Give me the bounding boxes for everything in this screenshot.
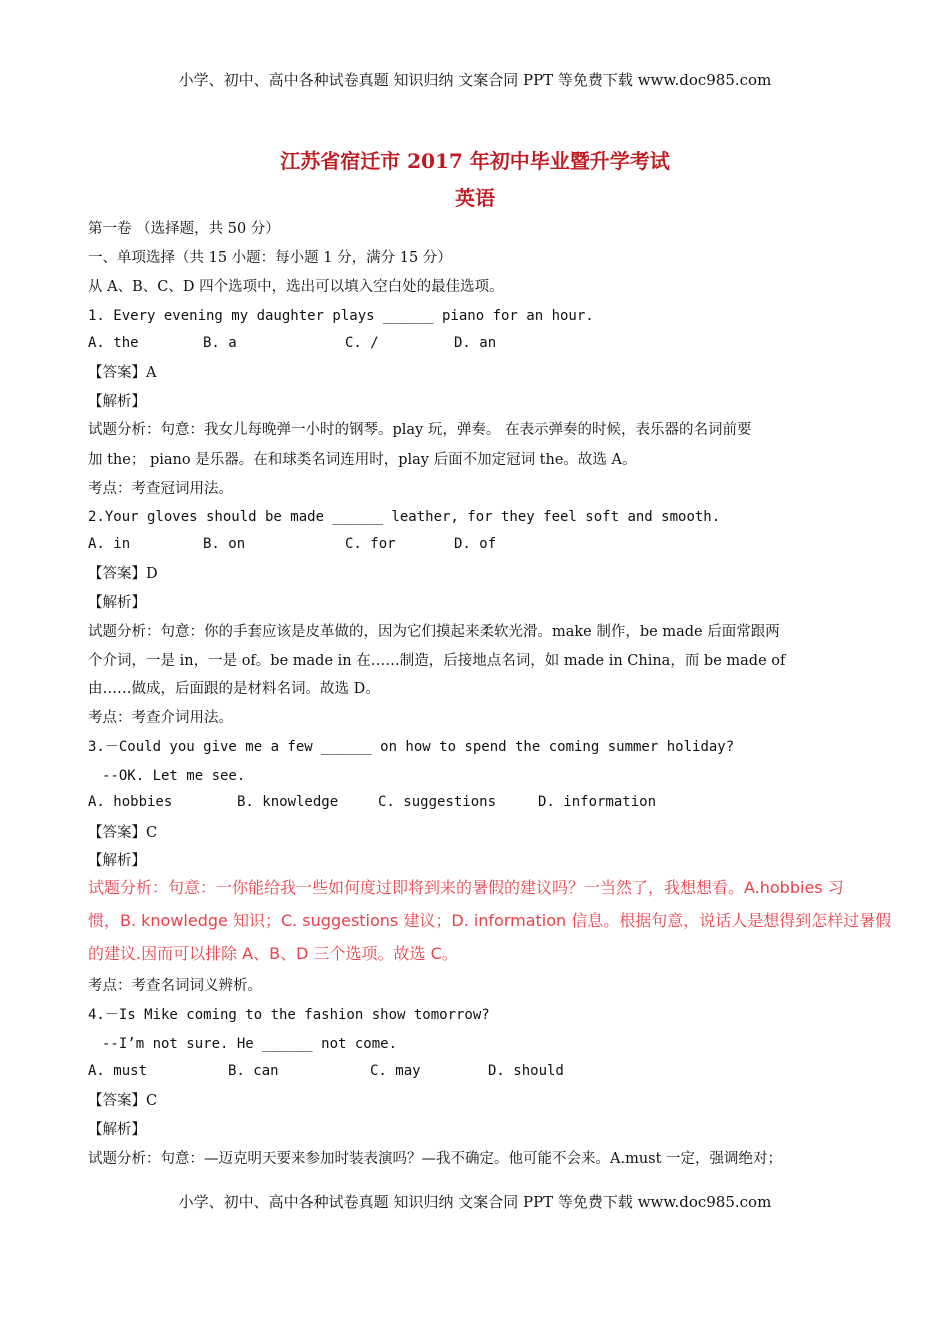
q3-option-a: A. hobbies [88,794,173,810]
q3-analysis-line: 试题分析：句意：一你能给我一些如何度过即将到来的暑假的建议吗？一当然了，我想想看。A.hobbies 习 [88,878,844,897]
q3-option-c: C. suggestions [378,794,497,810]
q4-analysis-line: 试题分析：句意：—迈克明天要来参加时装表演吗？—我不确定。他可能不会来。A.must 一定，强调绝对； [88,1151,783,1167]
q1-option-d: D. an [454,335,497,351]
q4-option-d: D. should [488,1063,564,1079]
q1-analysis-line: 试题分析：句意：我女儿每晚弹一小时的钢琴。play 玩，弹奏。 在表示弹奏的时候，表乐器的名词前要 [88,422,752,438]
q3-analysis-line: 的建议.因而可以排除 A、B、D 三个选项。故选 C。 [88,944,458,963]
q1-analysis-label: 【解析】 [88,394,146,410]
q3-option-b: B. knowledge [237,794,339,810]
q4-analysis-label: 【解析】 [88,1122,146,1138]
question-3-reply: --OK. Let me see. [102,768,246,784]
page-header: 小学、初中、高中各种试卷真题 知识归纳 文案合同 PPT 等免费下载 www.doc985.com [178,71,772,89]
q2-option-a: A. in [88,536,131,552]
q2-option-c: C. for [345,536,396,552]
instruction: 从 A、B、C、D 四个选项中，选出可以填入空白处的最佳选项。 [88,279,504,295]
q1-point: 考点：考查冠词用法。 [88,481,233,497]
q1-option-a: A. the [88,335,139,351]
question-1-stem: 1. Every evening my daughter plays ______ piano for an hour. [88,308,594,324]
page-footer: 小学、初中、高中各种试卷真题 知识归纳 文案合同 PPT 等免费下载 www.doc985.com [178,1193,772,1211]
q3-analysis-label: 【解析】 [88,853,146,869]
q4-option-b: B. can [228,1063,279,1079]
q2-option-d: D. of [454,536,497,552]
q2-point: 考点：考查介词用法。 [88,710,233,726]
exam-subject: 英语 [455,186,495,210]
q2-analysis-line: 由……做成，后面跟的是材料名词。故选 D。 [88,681,380,697]
question-4-reply: --I’m not sure. He ______ not come. [102,1036,398,1052]
q4-answer: 【答案】C [88,1093,158,1109]
q2-option-b: B. on [203,536,246,552]
question-3-stem: 3.－Could you give me a few ______ on how to spend the coming summer holiday? [88,739,735,755]
q4-option-a: A. must [88,1063,148,1079]
q3-point: 考点：考查名词词义辨析。 [88,978,262,994]
q2-analysis-label: 【解析】 [88,595,146,611]
q1-answer: 【答案】A [88,365,157,381]
part-heading: 一、单项选择（共 15 小题：每小题 1 分，满分 15 分） [88,250,452,266]
q2-answer: 【答案】D [88,566,158,582]
q4-option-c: C. may [370,1063,421,1079]
q2-analysis-line: 试题分析：句意：你的手套应该是皮革做的，因为它们摸起来柔软光滑。make 制作，be made 后面常跟两 [88,624,780,640]
question-4-stem: 4.－Is Mike coming to the fashion show tomorrow? [88,1007,490,1023]
q1-option-b: B. a [203,335,237,351]
q3-analysis-line: 惯，B. knowledge 知识；C. suggestions 建议；D. information 信息。根据句意，说话人是想得到怎样过暑假 [88,911,892,930]
question-2-stem: 2.Your gloves should be made ______ leather, for they feel soft and smooth. [88,509,721,525]
q1-analysis-line: 加 the； piano 是乐器。在和球类名词连用时，play 后面不加定冠词 the。故选 A。 [88,452,637,468]
exam-title: 江苏省宿迁市 2017 年初中毕业暨升学考试 [280,149,670,173]
q3-answer: 【答案】C [88,825,158,841]
q2-analysis-line: 个介词，一是 in，一是 of。be made in 在……制造，后接地点名词，如 made in China，而 be made of [88,653,786,669]
q1-option-c: C. / [345,335,379,351]
q3-option-d: D. information [538,794,657,810]
section-heading: 第一卷 （选择题，共 50 分） [88,221,280,237]
